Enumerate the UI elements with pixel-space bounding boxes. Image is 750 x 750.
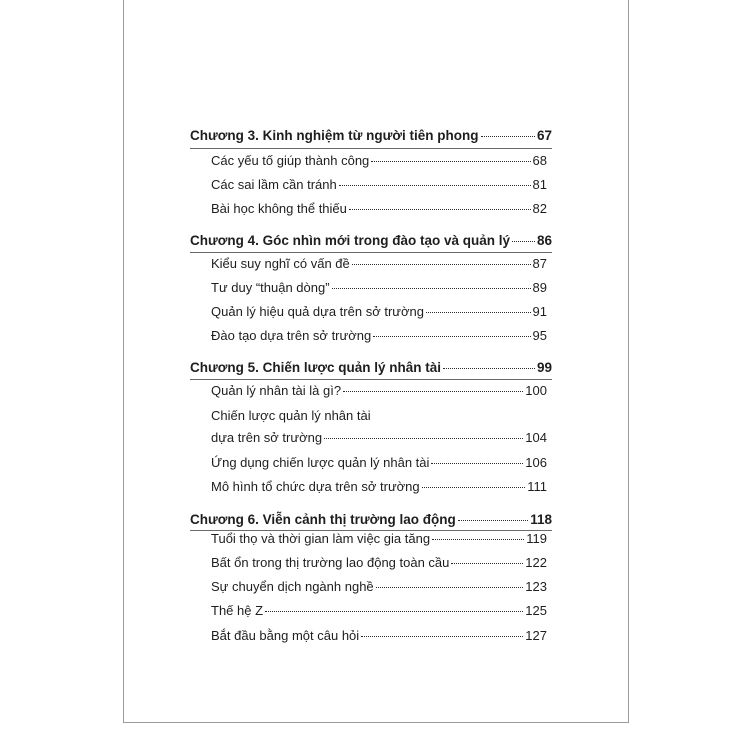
dot-leader — [432, 539, 524, 540]
toc-entry — [211, 603, 547, 619]
entry-title: Bất ổn trong thị trường lao động toàn cầu — [211, 555, 450, 570]
dot-leader — [324, 438, 523, 439]
chapter-page-number: 67 — [536, 128, 552, 143]
dot-leader — [451, 563, 523, 564]
toc-entry — [211, 177, 547, 193]
entry-title: Tư duy “thuận dòng” — [211, 280, 330, 295]
entry-title: Ứng dụng chiến lược quản lý nhân tài — [211, 455, 430, 470]
entry-page-number: 100 — [525, 383, 547, 398]
entry-page-number: 87 — [532, 256, 547, 271]
entry-title: Quản lý hiệu quả dựa trên sở trường — [211, 304, 424, 319]
entry-page-number: 122 — [525, 555, 547, 570]
toc-entry — [211, 455, 547, 471]
toc-chapter-5 — [190, 360, 552, 376]
entry-page-number: 106 — [525, 455, 547, 470]
entry-title: Thế hệ Z — [211, 603, 264, 618]
entry-title: Các yếu tố giúp thành công — [211, 153, 370, 168]
toc-entry — [211, 153, 547, 169]
toc-chapter-3 — [190, 128, 552, 144]
entry-page-number: 95 — [532, 328, 547, 343]
toc-entry — [211, 479, 547, 495]
dot-leader — [373, 336, 530, 337]
entry-page-number: 127 — [525, 628, 547, 643]
entry-title-line1: Chiến lược quản lý nhân tài — [211, 408, 371, 423]
dot-leader — [349, 209, 531, 210]
dot-leader — [431, 463, 523, 464]
dot-leader — [376, 587, 524, 588]
chapter-divider — [190, 379, 552, 380]
entry-page-number: 104 — [525, 430, 547, 445]
chapter-title: Chương 6. Viễn cảnh thị trường lao động — [190, 512, 456, 527]
dot-leader — [352, 264, 531, 265]
dot-leader — [371, 161, 530, 162]
entry-title: Bắt đầu bằng một câu hỏi — [211, 628, 360, 643]
toc-entry — [211, 628, 547, 644]
entry-page-number: 81 — [532, 177, 547, 192]
toc-entry — [211, 531, 547, 547]
entry-page-number: 125 — [525, 603, 547, 618]
entry-title: Bài học không thể thiếu — [211, 201, 347, 216]
dot-leader — [481, 136, 535, 137]
toc-chapter-6 — [190, 512, 552, 528]
toc-entry — [211, 256, 547, 272]
entry-page-number: 82 — [532, 201, 547, 216]
toc-entry — [211, 555, 547, 571]
dot-leader — [422, 487, 526, 488]
toc-entry — [211, 201, 547, 217]
entry-title: Đào tạo dựa trên sở trường — [211, 328, 372, 343]
toc-entry — [211, 280, 547, 296]
chapter-divider — [190, 252, 552, 253]
entry-title: Các sai lầm cần tránh — [211, 177, 337, 192]
chapter-page-number: 99 — [536, 360, 552, 375]
entry-title: Quản lý nhân tài là gì? — [211, 383, 342, 398]
dot-leader — [361, 636, 523, 637]
entry-title: Sự chuyển dịch ngành nghề — [211, 579, 374, 594]
chapter-page-number: 86 — [536, 233, 552, 248]
toc-entry — [211, 304, 547, 320]
entry-title: Kiểu suy nghĩ có vấn đề — [211, 256, 350, 271]
entry-page-number: 123 — [525, 579, 547, 594]
chapter-page-number: 118 — [530, 512, 552, 527]
chapter-title: Chương 3. Kinh nghiệm từ người tiên phong — [190, 128, 479, 143]
dot-leader — [339, 185, 531, 186]
entry-page-number: 119 — [526, 531, 547, 546]
entry-page-number: 111 — [527, 479, 547, 494]
toc-entry — [211, 430, 547, 446]
dot-leader — [265, 611, 523, 612]
dot-leader — [426, 312, 531, 313]
entry-page-number: 68 — [532, 153, 547, 168]
entry-title: Mô hình tổ chức dựa trên sở trường — [211, 479, 420, 494]
entry-page-number: 89 — [532, 280, 547, 295]
chapter-title: Chương 4. Góc nhìn mới trong đào tạo và quản lý — [190, 233, 510, 248]
entry-title: dựa trên sở trường — [211, 430, 323, 445]
entry-page-number: 91 — [532, 304, 547, 319]
chapter-title: Chương 5. Chiến lược quản lý nhân tài — [190, 360, 442, 375]
dot-leader — [458, 520, 528, 521]
dot-leader — [332, 288, 531, 289]
entry-title: Tuổi thọ và thời gian làm việc gia tăng — [211, 531, 431, 546]
dot-leader — [343, 391, 523, 392]
dot-leader — [443, 368, 535, 369]
toc-chapter-4 — [190, 233, 552, 249]
toc-entry — [211, 383, 547, 399]
dot-leader — [512, 241, 535, 242]
toc-entry — [211, 579, 547, 595]
toc-entry — [211, 328, 547, 344]
chapter-divider — [190, 148, 552, 149]
